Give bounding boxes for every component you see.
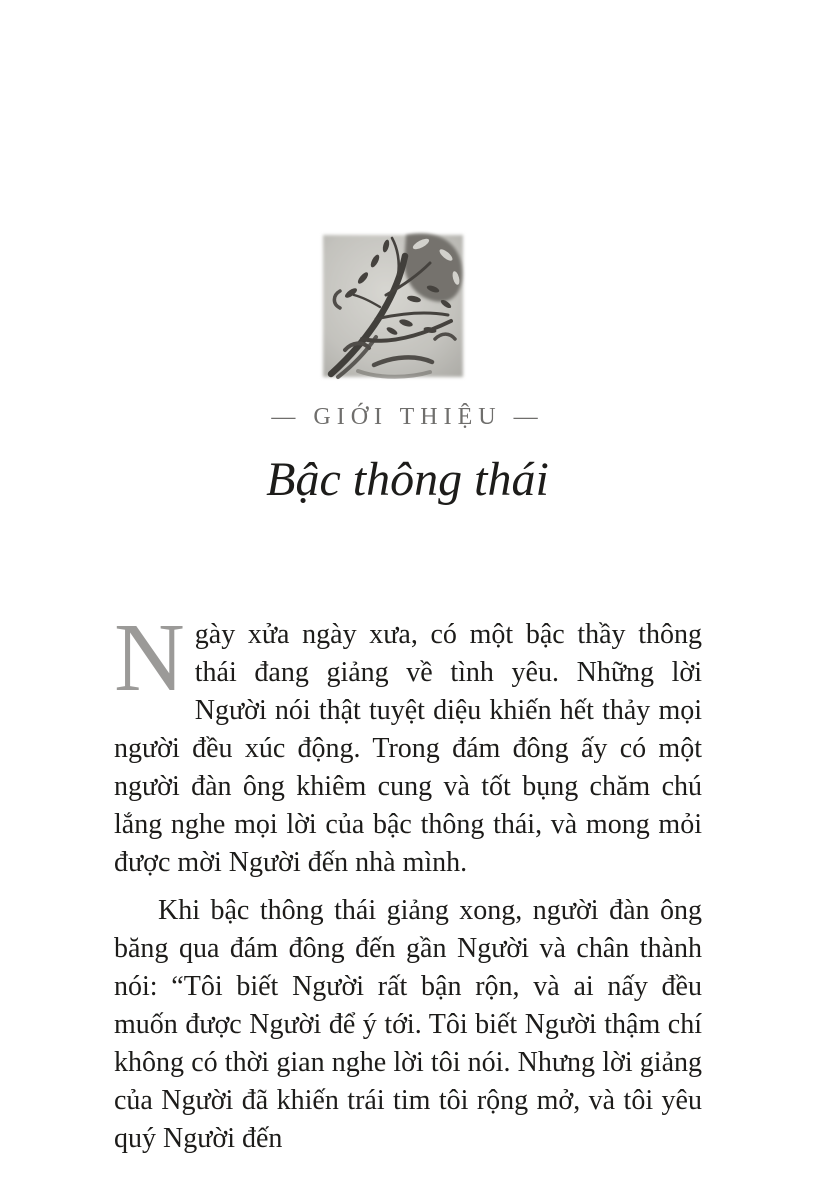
tree-branch-woodcut-icon <box>318 230 468 382</box>
chapter-title: Bậc thông thái <box>266 453 549 506</box>
section-label: — GIỚI THIỆU — <box>271 404 544 430</box>
chapter-illustration <box>318 230 468 382</box>
dropcap: N <box>114 604 185 712</box>
paragraph-2: Khi bậc thông thái giảng xong, người đàn ông băng qua đám đông đến gần Người và chân thành nói: “Tôi biết Người rất bận rộn, và ai nấy đều muốn được Người để ý tới. Tôi biết Người thậm chí không có thời gian nghe lời tôi nói. Nhưng lời giảng của Người đã khiến trái tim tôi rộng mở, và tôi yêu quý Người đến <box>114 895 702 1154</box>
paragraph-1-text: gày xửa ngày xưa, có một bậc thầy thông thái đang giảng về tình yêu. Những lời Người nói thật tuyệt diệu khiến hết thảy mọi người đều xúc động. Trong đám đông ấy có một người đàn ông khiêm cung và tốt bụng chăm chú lắng nghe mọi lời của bậc thông thái, và mong mỏi được mời Người đến nhà mình. <box>114 619 702 878</box>
body-text <box>114 604 702 1168</box>
paragraph-1 <box>114 604 702 882</box>
